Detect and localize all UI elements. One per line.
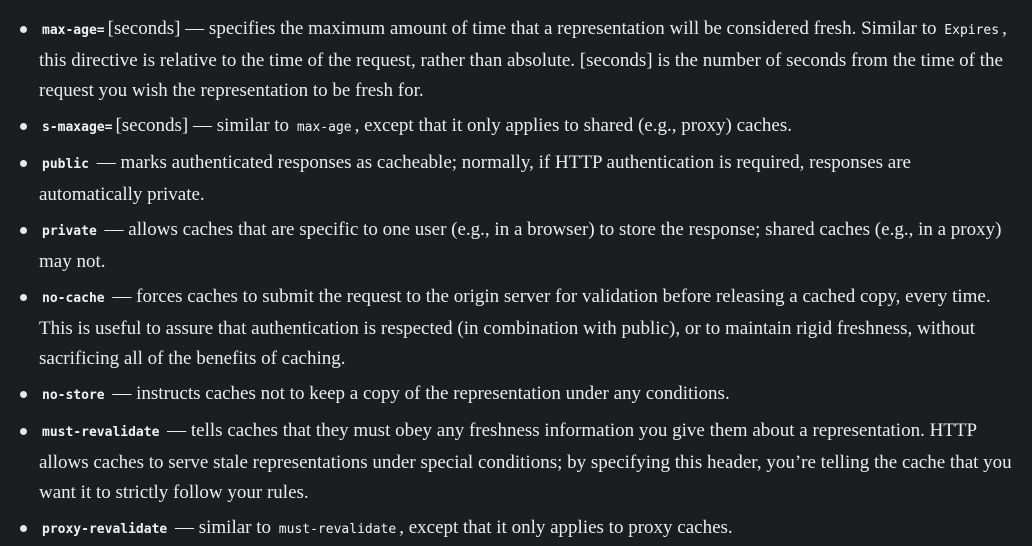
directive-description: — instructs caches not to keep a copy of the representation under any conditions.: [107, 383, 730, 404]
directive-code: must-revalidate: [42, 425, 160, 440]
list-item-proxy-revalidate: [0, 513, 1032, 545]
list-item-must-revalidate: [0, 416, 1032, 508]
list-item-no-cache: [0, 282, 1032, 374]
directive-code: proxy-revalidate: [42, 522, 168, 537]
inline-code: max-age: [296, 120, 352, 135]
directive-code: max-age=: [42, 23, 105, 38]
directive-description: — similar to: [170, 517, 272, 538]
list-item-max-age: [0, 14, 1032, 106]
directive-description: — marks authenticated responses as cacheable; normally, if HTTP authentication is required, responses are automatically private.: [39, 152, 911, 205]
directive-code: no-cache: [42, 291, 105, 306]
directive-description: — tells caches that they must obey any freshness information you give them about a representation. HTTP allows caches to serve stale representations under special conditions; by specifying this header, you’re telling the cache that you want it to strictly follow your rules.: [39, 420, 1012, 503]
directive-description: [seconds] — similar to: [115, 115, 290, 136]
directive-description: — allows caches that are specific to one user (e.g., in a browser) to store the response; shared caches (e.g., in a proxy) may not.: [39, 219, 1002, 272]
directive-description-cont: , except that it only applies to proxy caches.: [399, 517, 733, 538]
directive-code: no-store: [42, 388, 105, 403]
cache-control-directive-list: [0, 14, 1032, 546]
list-item-public: [0, 148, 1032, 210]
directive-code: public: [42, 157, 89, 172]
inline-code: Expires: [944, 23, 1000, 38]
directive-code: private: [42, 224, 97, 239]
list-item-s-maxage: [0, 111, 1032, 143]
directive-description-cont: , except that it only applies to shared (e.g., proxy) caches.: [354, 115, 792, 136]
directive-description-cont: , this directive is relative to the time of the request, rather than absolute. [seconds] is the number of seconds from the time of the request you wish the representation to be fresh for.: [39, 18, 1007, 101]
list-item-no-store: [0, 379, 1032, 411]
directive-description: [seconds] — specifies the maximum amount of time that a representation will be considered fresh. Similar to: [107, 18, 937, 39]
inline-code: must-revalidate: [278, 522, 397, 537]
list-item-private: [0, 215, 1032, 277]
directive-code: s-maxage=: [42, 120, 113, 135]
directive-description: — forces caches to submit the request to the origin server for validation before releasing a cached copy, every time. This is useful to assure that authentication is respected (in combination with public), or to maintain rigid freshness, without sacrificing all of the benefits of caching.: [39, 286, 991, 369]
